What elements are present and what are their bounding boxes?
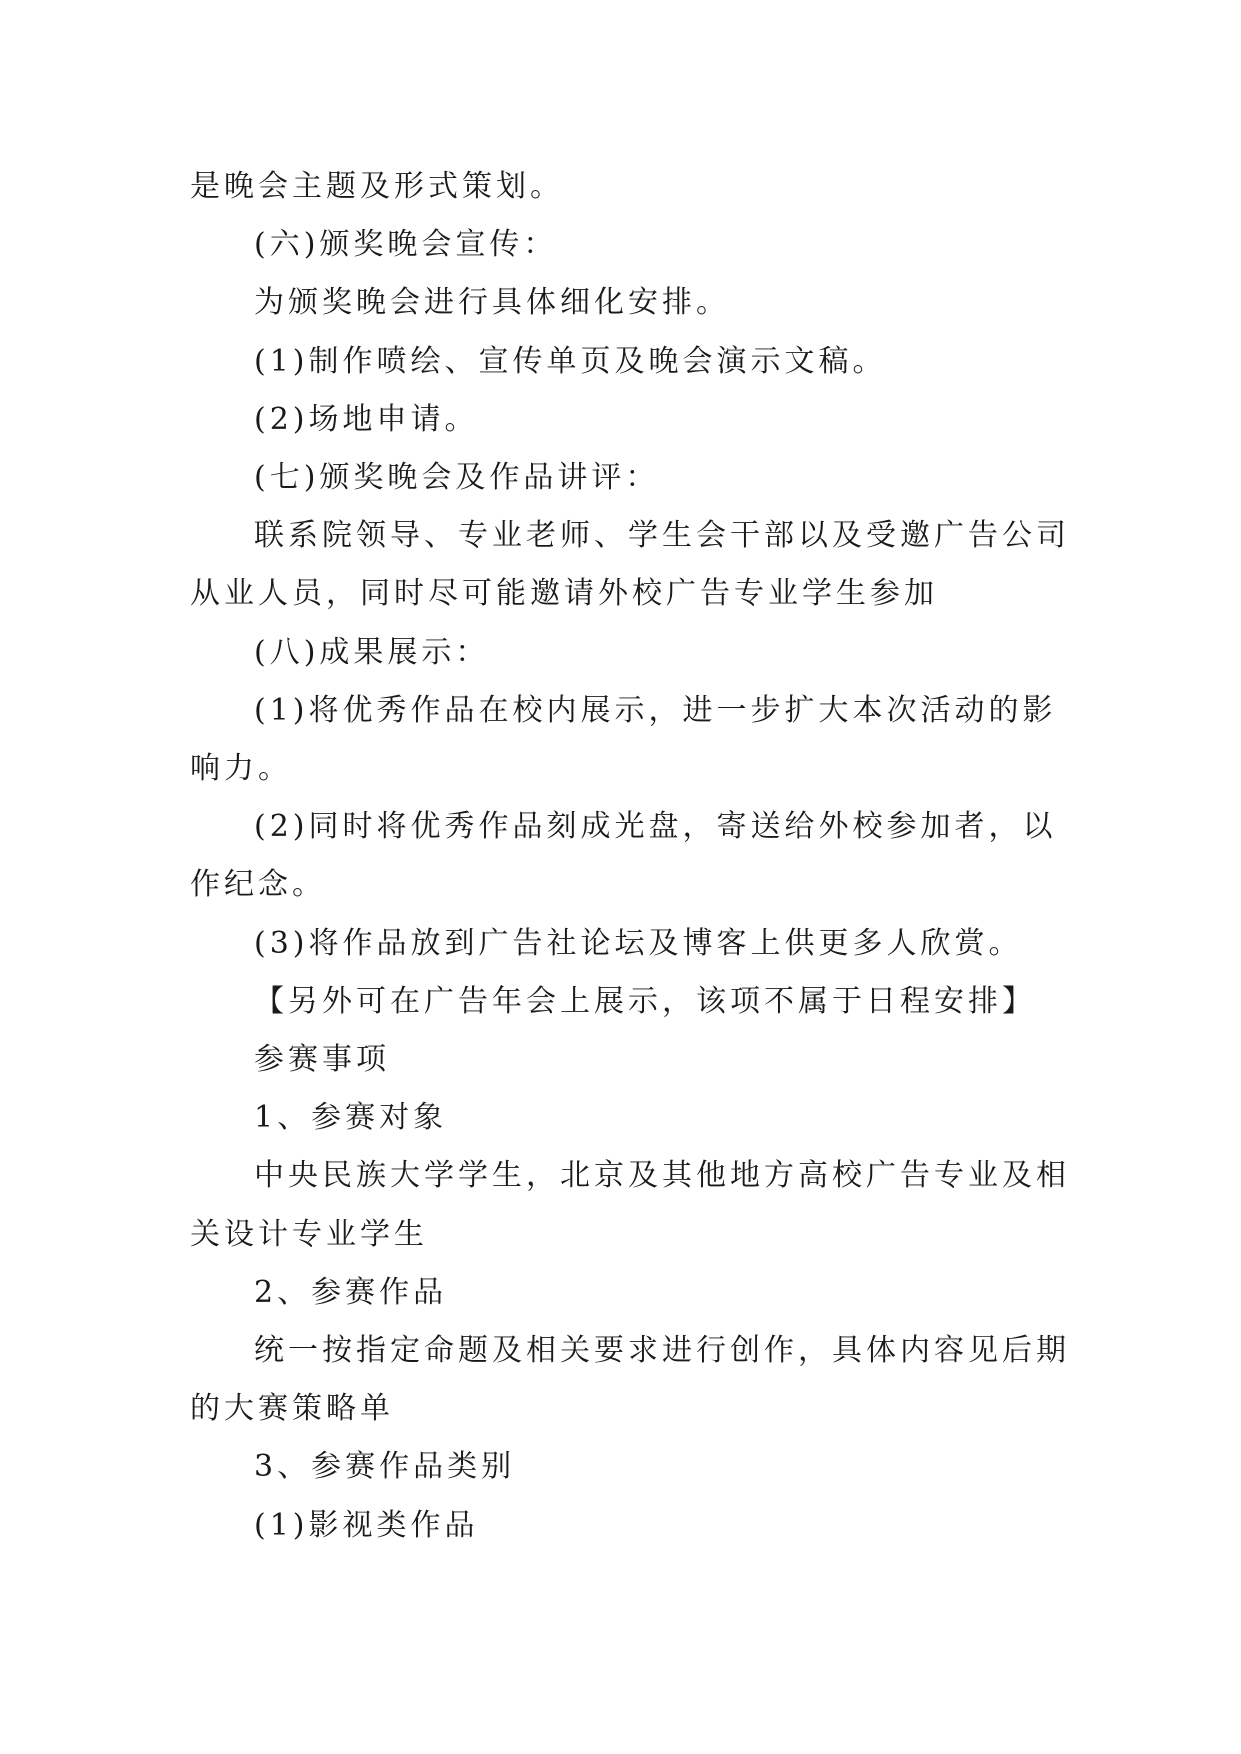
paragraph-line: (1)将优秀作品在校内展示，进一步扩大本次活动的影 [254, 692, 1057, 728]
paragraph-line: 从业人员，同时尽可能邀请外校广告专业学生参加 [190, 576, 938, 612]
paragraph-line: 中央民族大学学生，北京及其他地方高校广告专业及相 [254, 1158, 1070, 1194]
paragraph-line: 统一按指定命题及相关要求进行创作，具体内容见后期 [254, 1333, 1070, 1369]
document-body [190, 158, 1070, 1555]
paragraph-line: (1)制作喷绘、宣传单页及晚会演示文稿。 [254, 343, 887, 379]
paragraph-line: 关设计专业学生 [190, 1216, 428, 1252]
paragraph-line: 的大赛策略单 [190, 1391, 394, 1427]
paragraph-line: (2)同时将优秀作品刻成光盘，寄送给外校参加者，以 [254, 809, 1057, 845]
paragraph-line: 1、参赛对象 [254, 1100, 448, 1136]
paragraph-line: 响力。 [190, 751, 292, 787]
paragraph-line: 参赛事项 [254, 1042, 390, 1078]
paragraph-line: (3)将作品放到广告社论坛及博客上供更多人欣赏。 [254, 925, 1023, 961]
paragraph-line: (七)颁奖晚会及作品讲评： [254, 460, 660, 496]
paragraph-line: (八)成果展示： [254, 634, 490, 670]
paragraph-line: 3、参赛作品类别 [254, 1449, 516, 1485]
paragraph-line: 是晚会主题及形式策划。 [190, 169, 564, 204]
paragraph-line: (六)颁奖晚会宣传： [254, 227, 558, 263]
paragraph-line: 为颁奖晚会进行具体细化安排。 [254, 285, 730, 321]
paragraph-line: 【另外可在广告年会上展示，该项不属于日程安排】 [254, 983, 1036, 1019]
paragraph-line: 作纪念。 [190, 867, 326, 903]
paragraph-line: 联系院领导、专业老师、学生会干部以及受邀广告公司 [254, 518, 1070, 554]
paragraph-line: (2)场地申请。 [254, 401, 479, 437]
paragraph-line: 2、参赛作品 [254, 1274, 448, 1310]
paragraph-line: (1)影视类作品 [254, 1507, 479, 1543]
